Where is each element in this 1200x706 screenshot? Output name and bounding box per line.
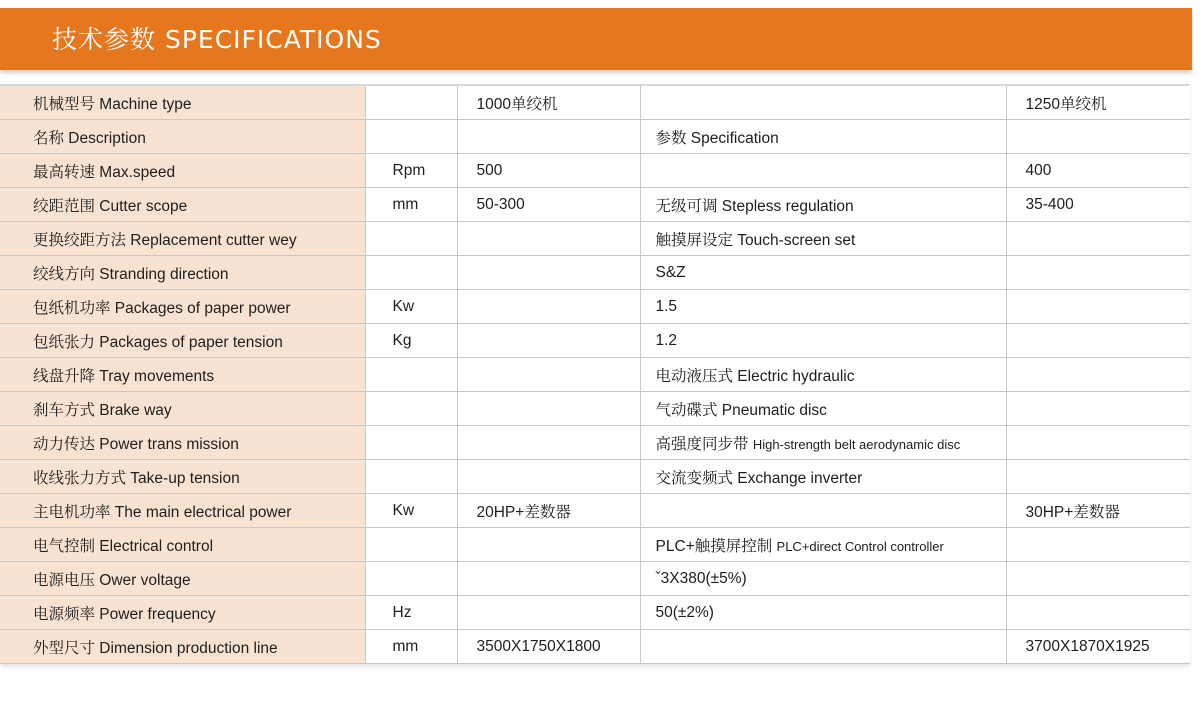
table-row (0, 188, 1190, 222)
row-label-cell-text: 更换绞距方法 Replacement cutter wey (33, 231, 297, 249)
specification-cell (640, 86, 1006, 120)
row-label-cell (0, 494, 365, 528)
model-1000-value-cell (457, 222, 640, 256)
table-row (0, 154, 1190, 188)
row-label-cell-text: 机械型号 Machine type (33, 95, 192, 113)
unit-cell (365, 392, 457, 426)
model-1000-value-cell (457, 630, 640, 664)
table-row (0, 222, 1190, 256)
row-label-cell-text: 动力传达 Power trans mission (33, 435, 239, 453)
model-1000-value-cell (457, 154, 640, 188)
specifications-table (0, 86, 1190, 664)
unit-cell (365, 290, 457, 324)
row-label-cell-text: 最高转速 Max.speed (33, 163, 176, 181)
specification-cell-text: 电动液压式 Electric hydraulic (655, 367, 855, 385)
specification-cell-text: 1.2 (655, 331, 678, 349)
row-label-cell-text: 外型尺寸 Dimension production line (33, 639, 278, 657)
specification-cell (640, 494, 1006, 528)
model-1250-value-cell-text: 400 (1025, 161, 1052, 179)
row-label-cell (0, 324, 365, 358)
table-row (0, 86, 1190, 120)
row-label-cell-text: 绞线方向 Stranding direction (33, 265, 229, 283)
unit-cell-text: Rpm (392, 161, 426, 179)
row-label-cell (0, 528, 365, 562)
model-1250-value-cell-text: 30HP+差数器 (1025, 503, 1120, 521)
specification-cell-text: 参数 Specification (655, 129, 779, 147)
row-label-cell-text: 刹车方式 Brake way (33, 401, 172, 419)
model-1250-value-cell (1006, 358, 1190, 392)
specification-cell-text: 触摸屏设定 Touch-screen set (655, 231, 856, 249)
model-1250-value-cell-text: 1250单绞机 (1025, 95, 1107, 113)
specification-cell (640, 460, 1006, 494)
model-1000-value-cell-text: 500 (476, 161, 503, 179)
table-row (0, 630, 1190, 664)
unit-cell (365, 596, 457, 630)
model-1000-value-cell (457, 426, 640, 460)
model-1250-value-cell (1006, 494, 1190, 528)
model-1000-value-cell (457, 188, 640, 222)
specification-cell-text: 高强度同步带 (655, 435, 749, 453)
table-row (0, 120, 1190, 154)
table-row (0, 256, 1190, 290)
model-1250-value-cell (1006, 154, 1190, 188)
model-1250-value-cell (1006, 188, 1190, 222)
model-1000-value-cell (457, 528, 640, 562)
model-1250-value-cell (1006, 528, 1190, 562)
row-label-cell (0, 256, 365, 290)
row-label-cell (0, 392, 365, 426)
specification-detail-text: High-strength belt aerodynamic disc (752, 436, 961, 452)
model-1000-value-cell (457, 392, 640, 426)
row-label-cell-text: 电气控制 Electrical control (33, 537, 214, 555)
unit-cell (365, 86, 457, 120)
specification-cell (640, 256, 1006, 290)
row-label-cell (0, 86, 365, 120)
row-label-cell-text: 绞距范围 Cutter scope (33, 197, 188, 215)
model-1000-value-cell (457, 460, 640, 494)
model-1250-value-cell (1006, 86, 1190, 120)
unit-cell (365, 188, 457, 222)
table-row (0, 528, 1190, 562)
row-label-cell-text: 名称 Description (33, 129, 146, 147)
table-row (0, 358, 1190, 392)
specification-cell (640, 120, 1006, 154)
row-label-cell (0, 154, 365, 188)
unit-cell-text: mm (392, 637, 419, 655)
specification-cell (640, 426, 1006, 460)
specification-cell (640, 528, 1006, 562)
unit-cell (365, 562, 457, 596)
model-1000-value-cell (457, 324, 640, 358)
header-bar (0, 8, 1192, 70)
model-1000-value-cell (457, 494, 640, 528)
table-row (0, 562, 1190, 596)
model-1250-value-cell (1006, 120, 1190, 154)
page-title: 技术参数 SPECIFICATIONS (52, 25, 382, 54)
model-1250-value-cell (1006, 596, 1190, 630)
model-1250-value-cell (1006, 426, 1190, 460)
specification-cell-text: 1.5 (655, 297, 678, 315)
specification-cell (640, 392, 1006, 426)
unit-cell-text: Kw (392, 297, 415, 315)
unit-cell (365, 120, 457, 154)
model-1000-value-cell (457, 358, 640, 392)
unit-cell (365, 460, 457, 494)
specification-cell (640, 324, 1006, 358)
unit-cell (365, 630, 457, 664)
specification-cell (640, 290, 1006, 324)
specifications-table-wrap (0, 84, 1190, 664)
specification-cell (640, 630, 1006, 664)
row-label-cell (0, 188, 365, 222)
unit-cell (365, 324, 457, 358)
specification-cell (640, 562, 1006, 596)
unit-cell-text: Kg (392, 331, 412, 349)
row-label-cell-text: 电源电压 Ower voltage (33, 571, 191, 589)
model-1000-value-cell (457, 256, 640, 290)
specification-detail-text: PLC+direct Control controller (776, 538, 944, 554)
unit-cell (365, 528, 457, 562)
specification-cell (640, 188, 1006, 222)
row-label-cell (0, 222, 365, 256)
model-1250-value-cell (1006, 562, 1190, 596)
unit-cell (365, 222, 457, 256)
model-1250-value-cell (1006, 460, 1190, 494)
specification-cell (640, 596, 1006, 630)
unit-cell (365, 256, 457, 290)
model-1250-value-cell-text: 3700X1870X1925 (1025, 637, 1150, 655)
unit-cell (365, 154, 457, 188)
specification-cell (640, 222, 1006, 256)
model-1000-value-cell (457, 290, 640, 324)
row-label-cell-text: 线盘升降 Tray movements (33, 367, 215, 385)
specification-cell-text: ˇ3X380(±5%) (655, 569, 747, 587)
specifications-table-body (0, 86, 1190, 664)
model-1000-value-cell-text: 20HP+差数器 (476, 503, 571, 521)
model-1000-value-cell (457, 86, 640, 120)
unit-cell (365, 494, 457, 528)
table-row (0, 392, 1190, 426)
row-label-cell (0, 630, 365, 664)
table-row (0, 596, 1190, 630)
model-1000-value-cell-text: 50-300 (476, 195, 525, 213)
model-1250-value-cell (1006, 630, 1190, 664)
row-label-cell (0, 562, 365, 596)
model-1000-value-cell-text: 1000单绞机 (476, 95, 558, 113)
unit-cell-text: Hz (392, 603, 412, 621)
specification-cell (640, 154, 1006, 188)
model-1000-value-cell (457, 596, 640, 630)
specification-cell (640, 358, 1006, 392)
model-1000-value-cell (457, 120, 640, 154)
row-label-cell-text: 包纸张力 Packages of paper tension (33, 333, 283, 351)
table-row (0, 324, 1190, 358)
unit-cell-text: Kw (392, 501, 415, 519)
specification-cell-text: 50(±2%) (655, 603, 714, 621)
specification-cell-text: PLC+触摸屏控制 (655, 537, 773, 555)
model-1250-value-cell (1006, 290, 1190, 324)
unit-cell (365, 358, 457, 392)
specification-cell-text: 交流变频式 Exchange inverter (655, 469, 863, 487)
row-label-cell-text: 收线张力方式 Take-up tension (33, 469, 240, 487)
model-1250-value-cell (1006, 392, 1190, 426)
row-label-cell-text: 电源频率 Power frequency (33, 605, 216, 623)
row-label-cell-text: 包纸机功率 Packages of paper power (33, 299, 291, 317)
row-label-cell (0, 460, 365, 494)
unit-cell-text: mm (392, 195, 419, 213)
specification-cell-text: S&Z (655, 263, 686, 281)
table-row (0, 494, 1190, 528)
table-row (0, 290, 1190, 324)
table-row (0, 426, 1190, 460)
row-label-cell (0, 290, 365, 324)
row-label-cell (0, 596, 365, 630)
model-1000-value-cell (457, 562, 640, 596)
model-1250-value-cell (1006, 324, 1190, 358)
model-1250-value-cell-text: 35-400 (1025, 195, 1074, 213)
row-label-cell (0, 358, 365, 392)
unit-cell (365, 426, 457, 460)
model-1250-value-cell (1006, 256, 1190, 290)
row-label-cell (0, 426, 365, 460)
specification-cell-text: 无级可调 Stepless regulation (655, 197, 854, 215)
specification-cell-text: 气动碟式 Pneumatic disc (655, 401, 827, 419)
row-label-cell (0, 120, 365, 154)
row-label-cell-text: 主电机功率 The main electrical power (33, 503, 292, 521)
table-row (0, 460, 1190, 494)
model-1250-value-cell (1006, 222, 1190, 256)
model-1000-value-cell-text: 3500X1750X1800 (476, 637, 601, 655)
